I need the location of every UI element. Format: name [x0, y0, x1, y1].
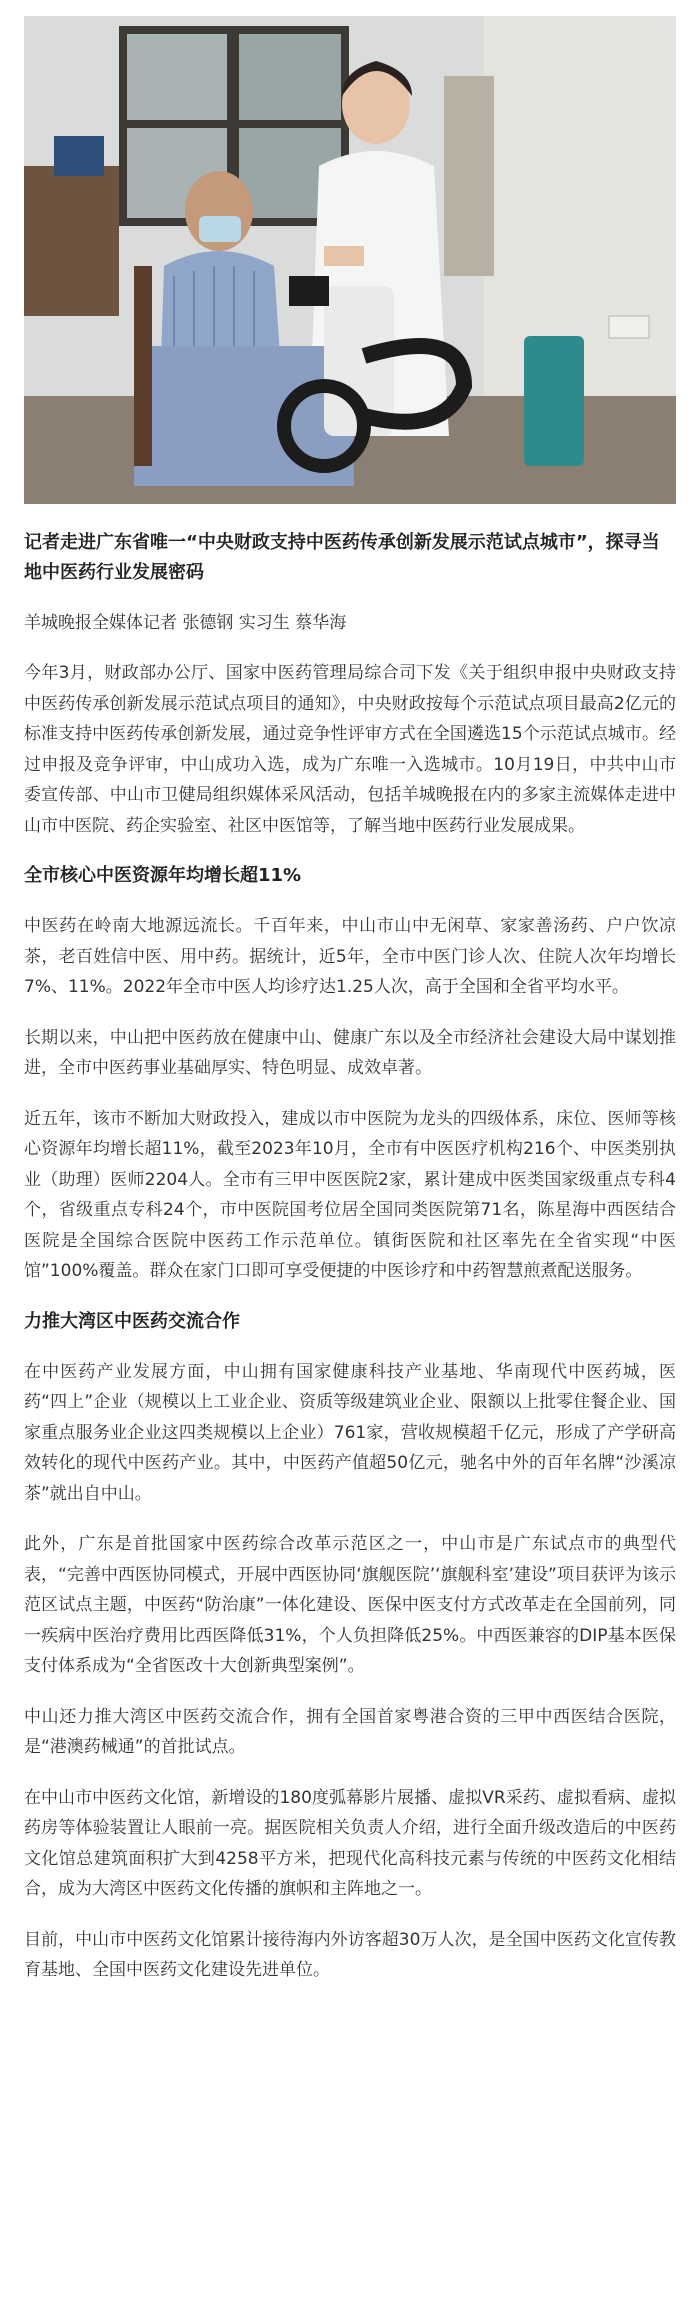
paragraph-8: 在中山市中医药文化馆，新增设的180度弧幕影片展播、虚拟VR采药、虚拟看病、虚拟药房等体验装置让人眼前一亮。据医院相关负责人介绍，进行全面升级改造后的中医药文化馆总建筑面积扩大到4258平方米，把现代化高科技元素与传统的中医药文化相结合，成为大湾区中医药文化传播的旗帜和主阵地之一。 — [24, 1787, 676, 1899]
paragraph-1: 今年3月，财政部办公厅、国家中医药管理局综合司下发《关于组织申报中央财政支持中医药传承创新发展示范试点项目的通知》，中央财政按每个示范试点项目最高2亿元的标准支持中医药传承创新发展，通过竞争性评审方式在全国遴选15个示范试点城市。经过申报及竞争评审，中山成功入选，成为广东唯一入选城市。10月19日，中共中山市委宣传部、中山市卫健局组织媒体采风活动，包括羊城晚报在内的多家主流媒体走进中山市中医院、药企实验室、社区中医馆等，了解当地中医药行业发展成果。 — [24, 663, 676, 836]
news-photo — [24, 16, 676, 504]
paragraph-5: 在中医药产业发展方面，中山拥有国家健康科技产业基地、华南现代中医药城，医药“四上”企业（规模以上工业企业、资质等级建筑业企业、限额以上批零住餐企业、国家重点服务业企业这四类规模以上企业）761家，营收规模超千亿元，形成了产学研高效转化的现代中医药产业。其中，中医药产值超50亿元，驰名中外的百年名牌“沙溪凉茶”就出自中山。 — [24, 1361, 676, 1504]
paragraph-2: 中医药在岭南大地源远流长。千百年来，中山市山中无闲草、家家善汤药、户户饮凉茶，老百姓信中医、用中药。据统计，近5年，全市中医门诊人次、住院人次年均增长7%、11%。2022年全市中医人均诊疗达1.25人次，高于全国和全省平均水平。 — [24, 916, 676, 997]
paragraph-7: 中山还力推大湾区中医药交流合作，拥有全国首家粤港合资的三甲中西医结合医院，是“港澳药械通”的首批试点。 — [24, 1706, 676, 1757]
paragraph-9: 目前，中山市中医药文化馆累计接待海内外访客超30万人次，是全国中医药文化宣传教育基地、全国中医药文化建设先进单位。 — [24, 1929, 676, 1980]
section-heading-2: 力推大湾区中医药交流合作 — [24, 1310, 240, 1332]
paragraph-6: 此外，广东是首批国家中医药综合改革示范区之一，中山市是广东试点市的典型代表，“完善中西医协同模式，开展中西医协同‘旗舰医院’‘旗舰科室’建设”项目获评为该示范区试点主题，中医药“防治康”一体化建设、医保中医支付方式改革走在全国前列，同一疾病中医治疗费用比西医降低31%，个人负担降低25%。中西医兼容的DIP基本医保支付体系成为“全省医改十大创新典型案例”。 — [24, 1534, 676, 1676]
photo-icon — [24, 16, 676, 504]
article-headline: 记者走进广东省唯一“中央财政支持中医药传承创新发展示范试点城市”，探寻当地中医药行业发展密码 — [24, 532, 660, 583]
paragraph-4: 近五年，该市不断加大财政投入，建成以市中医院为龙头的四级体系，床位、医师等核心资源年均增长超11%，截至2023年10月，全市有中医医疗机构216个、中医类别执业（助理）医师2204人。全市有三甲中医医院2家，累计建成中医类国家级重点专科4个，省级重点专科24个，市中医院国考位居全国同类医院第71名，陈星海中西医结合医院是全国综合医院中医药工作示范单位。镇街医院和社区率先在全省实现“中医馆”100%覆盖。群众在家门口即可享受便捷的中医诊疗和中药智慧煎煮配送服务。 — [24, 1108, 676, 1281]
section-heading-1: 全市核心中医资源年均增长超11% — [24, 865, 302, 886]
paragraph-3: 长期以来，中山把中医药放在健康中山、健康广东以及全市经济社会建设大局中谋划推进，全市中医药事业基础厚实、特色明显、成效卓著。 — [24, 1027, 676, 1078]
article-body — [24, 528, 676, 2006]
article-byline: 羊城晚报全媒体记者 张德钢 实习生 蔡华海 — [24, 613, 347, 633]
